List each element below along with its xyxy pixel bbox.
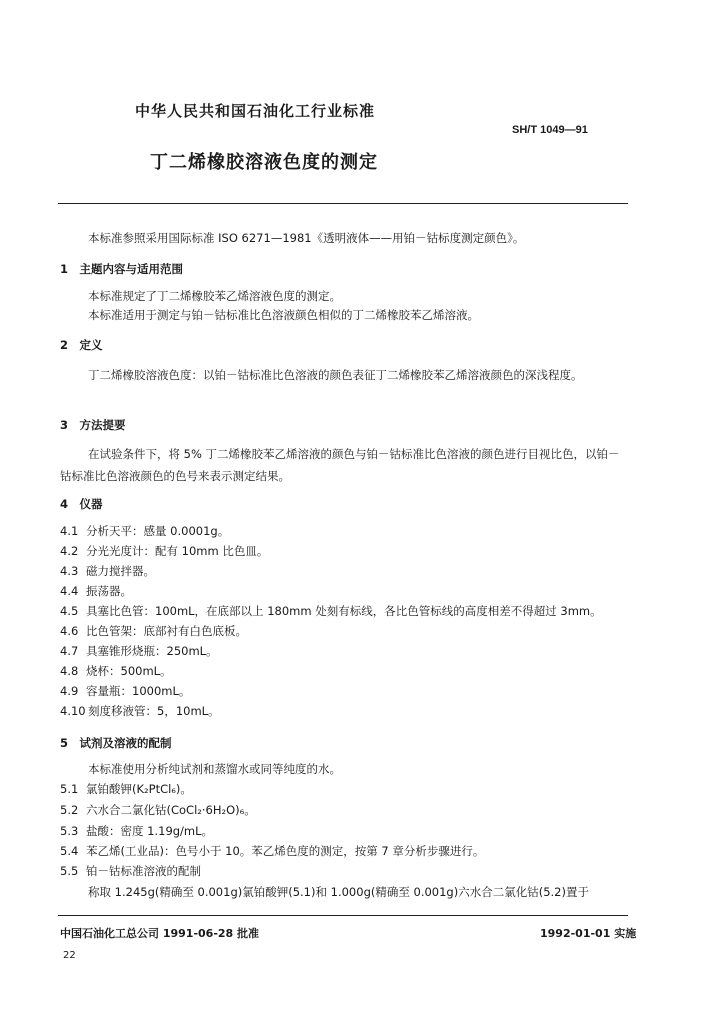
item-text: 刻度移液管：5，10mL。 [88, 704, 220, 718]
list-item [60, 523, 229, 539]
list-item [60, 781, 192, 797]
item-number: 4.8 [60, 664, 79, 678]
footer-rule [58, 915, 628, 916]
item-text: 分析天平：感量 0.0001g。 [86, 524, 230, 538]
item-number: 5.5 [60, 864, 79, 878]
item-text: 苯乙烯(工业品)：色号小于 10。苯乙烯色度的测定，按第 7 章分析步骤进行。 [86, 844, 485, 858]
list-item [60, 703, 220, 719]
item-text: 分光光度计：配有 10mm 比色皿。 [86, 544, 269, 558]
list-item [60, 863, 201, 879]
header-rule [58, 203, 628, 204]
item-number: 4.1 [60, 524, 79, 538]
item-text: 比色管架：底部衬有白色底板。 [86, 624, 247, 638]
list-item [60, 603, 602, 619]
list-item [60, 823, 213, 839]
item-text: 氯铂酸钾(K₂PtCl₆)。 [86, 782, 192, 796]
list-item [60, 643, 218, 659]
item-text: 烧杯：500mL。 [86, 664, 172, 678]
item-number: 4.2 [60, 544, 79, 558]
section-2-para-1: 丁二烯橡胶溶液色度：以铂－钴标准比色溶液的颜色表征丁二烯橡胶苯乙烯溶液颜色的深浅程度。 [88, 368, 583, 382]
list-item [60, 683, 190, 699]
list-item [60, 623, 247, 639]
section-1-heading: 1 主题内容与适用范围 [60, 262, 184, 276]
item-text: 具塞锥形烧瓶：250mL。 [86, 644, 218, 658]
issuing-authority: 中华人民共和国石油化工行业标准 [135, 102, 376, 120]
section-2-heading: 2 定义 [60, 338, 103, 352]
document-title: 丁二烯橡胶溶液色度的测定 [150, 152, 378, 173]
intro-paragraph: 本标准参照采用国际标准 ISO 6271—1981《透明液体——用铂－钴标度测定颜色》。 [88, 231, 525, 245]
item-text: 盐酸：密度 1.19g/mL。 [86, 824, 214, 838]
item-number: 5.3 [60, 824, 79, 838]
item-number: 4.3 [60, 564, 79, 578]
item-number: 4.4 [60, 584, 79, 598]
approval-note: 中国石油化工总公司 1991-06-28 批准 [60, 927, 260, 940]
item-number: 4.9 [60, 684, 79, 698]
section-4-heading: 4 仪器 [60, 497, 103, 511]
list-item [60, 583, 132, 599]
standard-number: SH/T 1049—91 [512, 124, 588, 136]
item-text: 磁力搅拌器。 [86, 564, 155, 578]
effective-date: 1992-01-01 实施 [540, 927, 637, 940]
item-number: 4.7 [60, 644, 79, 658]
item-text: 容量瓶：1000mL。 [86, 684, 191, 698]
item-text: 振荡器。 [86, 584, 132, 598]
section-3-para-1: 在试验条件下，将 5% 丁二烯橡胶苯乙烯溶液的颜色与铂－钴标准比色溶液的颜色进行目视比色，以铂－钴标准比色溶液颜色的色号来表示测定结果。 [60, 447, 620, 483]
section-5-para-2: 称取 1.245g(精确至 0.001g)氯铂酸钾(5.1)和 1.000g(精确至 0.001g)六水合二氯化钴(5.2)置于 [88, 885, 589, 899]
item-number: 5.1 [60, 782, 79, 796]
section-1-para-2: 本标准适用于测定与铂－钴标准比色溶液颜色相似的丁二烯橡胶苯乙烯溶液。 [88, 308, 479, 322]
item-text: 铂－钴标准溶液的配制 [86, 864, 201, 878]
list-item [60, 663, 172, 679]
section-1-para-1: 本标准规定了丁二烯橡胶苯乙烯溶液色度的测定。 [88, 289, 341, 303]
item-number: 4.5 [60, 604, 79, 618]
item-text: 具塞比色管：100mL，在底部以上 180mm 处刻有标线，各比色管标线的高度相差不得超过 3mm。 [86, 604, 602, 618]
section-3-heading: 3 方法提要 [60, 418, 126, 432]
page-number: 22 [63, 950, 76, 961]
section-5-para-1: 本标准使用分析纯试剂和蒸馏水或同等纯度的水。 [88, 762, 341, 776]
item-number: 5.4 [60, 844, 79, 858]
item-number: 4.6 [60, 624, 79, 638]
item-number: 5.2 [60, 803, 79, 817]
section-5-heading: 5 试剂及溶液的配制 [60, 736, 172, 750]
list-item [60, 563, 155, 579]
list-item [60, 843, 484, 859]
item-number: 4.10 [60, 704, 86, 718]
list-item [60, 802, 256, 818]
item-text: 六水合二氯化钴(CoCl₂·6H₂O)₆。 [86, 803, 256, 817]
list-item [60, 543, 268, 559]
